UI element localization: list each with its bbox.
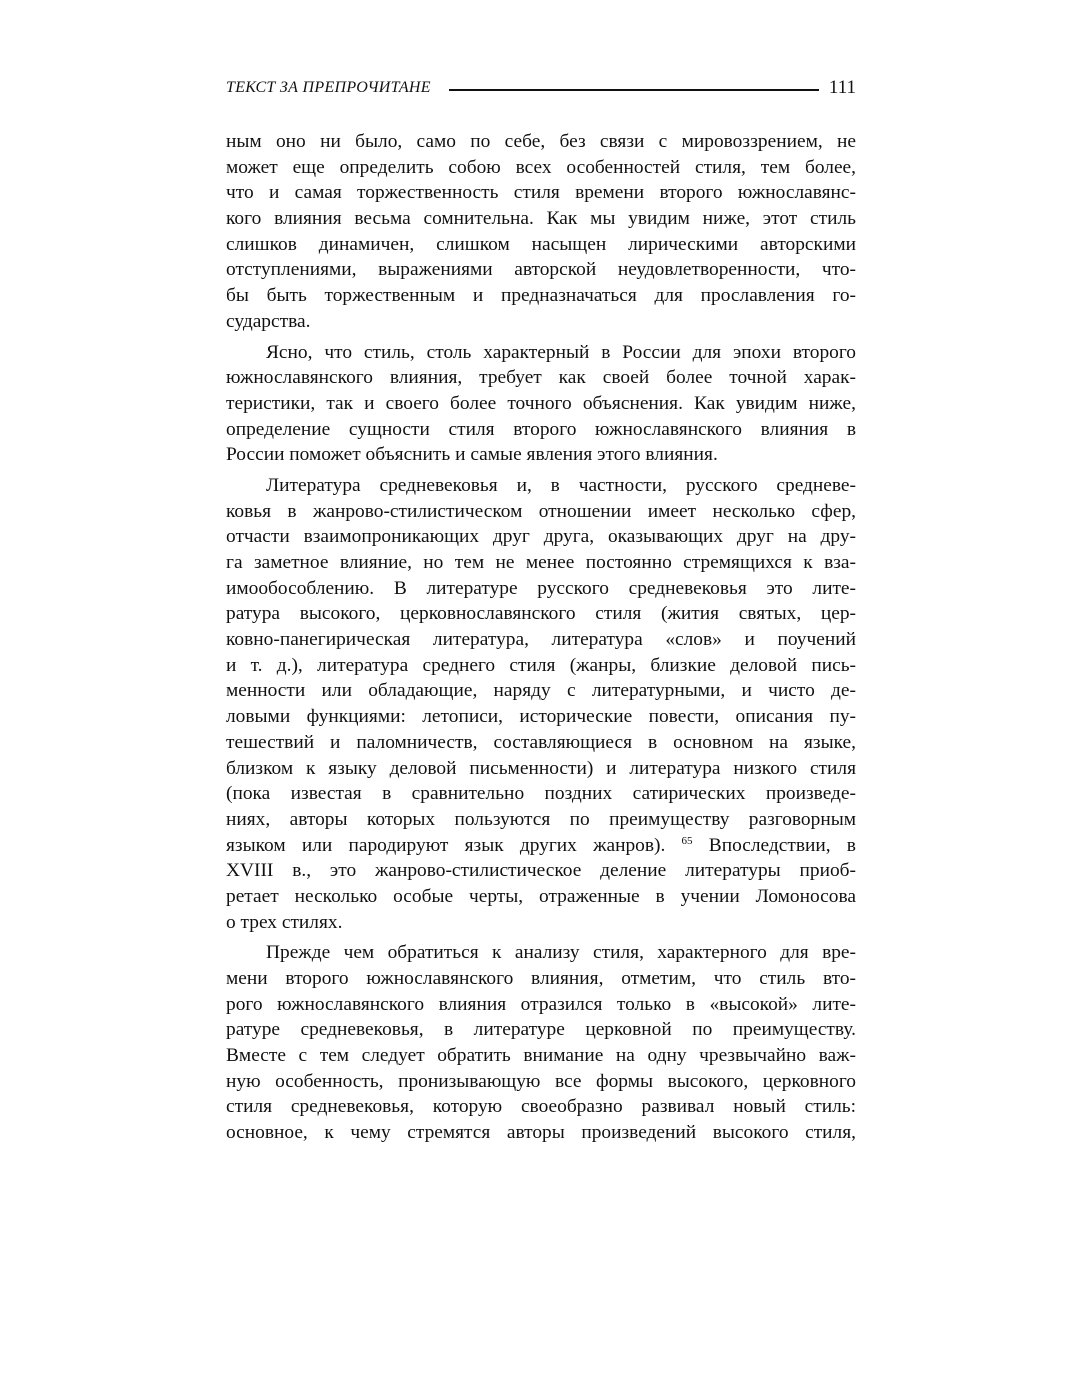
text-line: южнославянского влияния, требует как своей более точной харак- <box>226 367 856 389</box>
text-line: ратуре средневековья, в литературе церковной по преимуществу. <box>226 1019 856 1041</box>
text-line: о трех стилях. <box>226 911 343 933</box>
text-line: ным оно ни было, само по себе, без связи с мировоззрением, не <box>226 131 856 152</box>
footnote-marker[interactable]: 65 <box>681 834 693 847</box>
text-line-head: языком или пародируют язык других жанров). <box>226 834 666 856</box>
body-text <box>226 129 856 1146</box>
running-head-rule <box>449 89 819 91</box>
text-line: бы быть торжественным и предназначаться для прославления го- <box>226 285 856 307</box>
paragraph <box>226 340 856 468</box>
text-line: отступлениями, выражениями авторской неудовлетворенности, что- <box>226 259 856 281</box>
text-line: может еще определить собою всех особенностей стиля, тем более, <box>226 156 856 178</box>
text-line: и т. д.), литература среднего стиля (жанры, близкие деловой пись- <box>226 654 856 676</box>
text-line: Прежде чем обратиться к анализу стиля, характерного для вре- <box>266 942 856 964</box>
text-line: кого влияния весьма сомнительна. Как мы увидим ниже, этот стиль <box>226 208 856 230</box>
text-line: сударства. <box>226 310 311 332</box>
text-line: ратура высокого, церковнославянского стиля (жития святых, цер- <box>226 603 856 625</box>
text-line: определение сущности стиля второго южнославянского влияния в <box>226 418 856 440</box>
text-line: менности или обладающие, наряду с литературными, и чисто де- <box>226 680 856 702</box>
text-line: теристики, так и своего более точного объяснения. Как увидим ниже, <box>226 392 856 414</box>
text-line: тешествий и паломничеств, составляющиеся в основном на языке, <box>226 731 856 753</box>
text-line: основное, к чему стремятся авторы произведений высокого стиля, <box>226 1122 856 1144</box>
page-number: 111 <box>828 77 856 98</box>
paragraph <box>226 940 856 1146</box>
text-line: ретает несколько особые черты, отраженные в учении Ломоносова <box>226 885 856 907</box>
paragraph <box>226 129 856 335</box>
text-line: отчасти взаимопроникающих друг друга, оказывающих друг на дру- <box>226 526 856 548</box>
text-line: ниях, авторы которых пользуются по преимуществу разговорным <box>226 808 856 830</box>
running-head <box>226 76 856 100</box>
text-line: России поможет объяснить и самые явления этого влияния. <box>226 444 718 466</box>
text-line: ковно-панегирическая литература, литература «слов» и поучений <box>226 629 856 651</box>
text-line: ную особенность, пронизывающую все формы высокого, церковного <box>226 1070 856 1092</box>
text-line: слишков динамичен, слишком насыщен лирическими авторскими <box>226 233 856 255</box>
paragraph <box>226 473 856 935</box>
text-line: имообособлению. В литературе русского средневековья это лите- <box>226 577 856 599</box>
text-line: Ясно, что стиль, столь характерный в России для эпохи второго <box>266 341 856 363</box>
text-line-tail: Впоследствии, в <box>708 834 856 856</box>
text-line: Вместе с тем следует обратить внимание на одну чрезвычайно важ- <box>226 1045 856 1067</box>
text-line: ковья в жанрово-стилистическом отношении имеет несколько сфер, <box>226 500 856 522</box>
text-line: XVIII в., это жанрово-стилистическое деление литературы приоб- <box>226 860 856 882</box>
text-line: стиля средневековья, которую своеобразно развивал новый стиль: <box>226 1096 856 1118</box>
text-line: рого южнославянского влияния отразился только в «высокой» лите- <box>226 993 856 1015</box>
text-line: га заметное влияние, но тем не менее постоянно стремящихся к вза- <box>226 552 856 573</box>
text-line: ловыми функциями: летописи, исторические повести, описания пу- <box>226 706 856 728</box>
text-line: Литература средневековья и, в частности, русского средневе- <box>266 474 856 496</box>
text-line: что и самая торжественность стиля времени второго южнославянс- <box>226 182 856 204</box>
text-line: близком к языку деловой письменности) и литература низкого стиля <box>226 757 856 779</box>
text-line: мени второго южнославянского влияния, отметим, что стиль вто- <box>226 968 856 989</box>
text-line-with-footnote <box>226 833 856 859</box>
running-head-title: ТЕКСТ ЗА ПРЕПРОЧИТАНЕ <box>226 79 431 96</box>
text-line: (пока известая в сравнительно поздних сатирических произведе- <box>226 783 856 805</box>
